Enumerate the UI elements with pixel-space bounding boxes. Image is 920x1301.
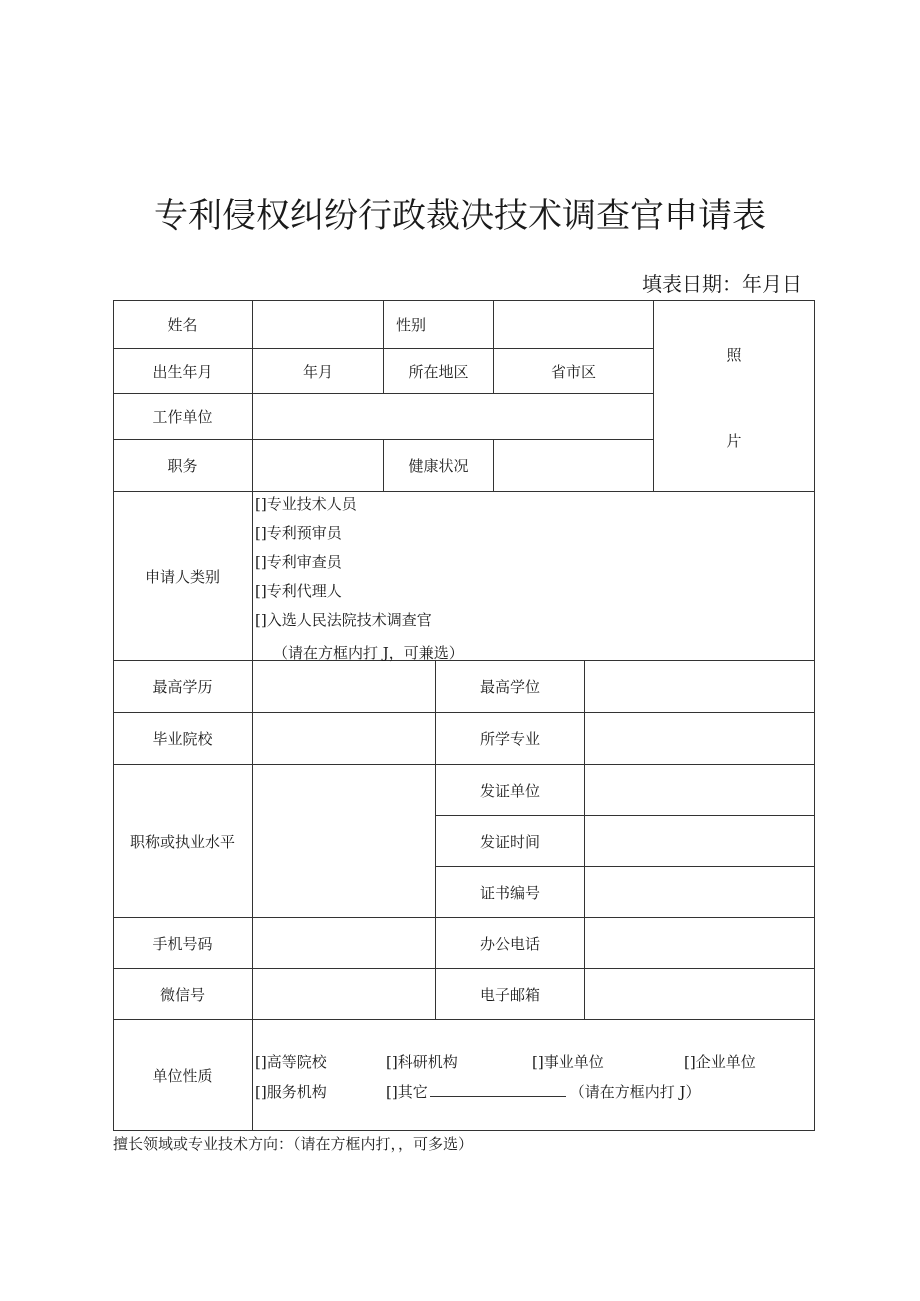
fill-date: 填表日期：年月日 (642, 272, 802, 296)
wechat-label: 微信号 (159, 985, 205, 1004)
major-label: 所学专业 (479, 730, 540, 748)
applicant-type-note: （请在方框内打 J，可兼选） (273, 644, 464, 662)
name-field[interactable] (253, 300, 383, 348)
highest-degree-label: 最高学位 (479, 678, 540, 696)
gender-field[interactable] (494, 300, 653, 348)
email-field[interactable] (585, 969, 814, 1019)
graduated-school-field[interactable] (253, 713, 435, 764)
health-field[interactable] (494, 440, 653, 491)
position-field[interactable] (253, 440, 383, 491)
option-public-institution[interactable]: []事业单位 (532, 1053, 604, 1071)
issue-time-field[interactable] (585, 816, 814, 866)
highest-education-label: 最高学历 (152, 678, 213, 696)
office-phone-label: 办公电话 (479, 934, 540, 953)
option-service-organization[interactable]: []服务机构 (255, 1083, 327, 1101)
major-field[interactable] (585, 713, 814, 764)
option-other-label: []其它 (386, 1083, 428, 1101)
other-blank-line[interactable] (430, 1082, 566, 1097)
wechat-field[interactable] (253, 969, 435, 1019)
health-label: 健康状况 (408, 457, 469, 475)
application-table (113, 300, 815, 1132)
employer-label: 工作单位 (152, 408, 213, 426)
issue-time-label: 发证时间 (479, 832, 540, 851)
mobile-label: 手机号码 (152, 934, 213, 953)
employer-field[interactable] (253, 394, 653, 439)
page-title: 专利侵权纠纷行政裁决技术调查官申请表 (154, 196, 766, 236)
unit-nature-note: （请在方框内打 J） (569, 1083, 701, 1101)
highest-education-field[interactable] (253, 661, 435, 712)
title-level-field[interactable] (253, 765, 435, 917)
region-label: 所在地区 (408, 362, 469, 381)
gender-label: 性别 (395, 315, 426, 334)
issuer-field[interactable] (585, 765, 814, 815)
birth-label: 出生年月 (152, 362, 213, 381)
region-field[interactable]: 省市区 (550, 362, 596, 381)
footer-note: 擅长领域或专业技术方向：（请在方框内打，，可多选） (113, 1135, 474, 1153)
applicant-type-label: 申请人类别 (144, 567, 220, 586)
option-professional-technician[interactable]: []专业技术人员 (255, 495, 357, 513)
issuer-label: 发证单位 (479, 781, 540, 800)
option-university[interactable]: []高等院校 (255, 1053, 327, 1071)
option-patent-agent[interactable]: []专利代理人 (255, 582, 342, 600)
option-court-technical-investigator[interactable]: []入选人民法院技术调查官 (255, 611, 432, 629)
name-label: 姓名 (167, 315, 198, 334)
birth-field[interactable]: 年月 (302, 362, 333, 381)
option-enterprise[interactable]: []企业单位 (684, 1053, 756, 1071)
option-other[interactable] (386, 1081, 701, 1102)
certificate-no-field[interactable] (585, 867, 814, 917)
photo-label-top: 照 (726, 345, 742, 364)
option-patent-examiner[interactable]: []专利审查员 (255, 553, 342, 571)
option-patent-pre-examiner[interactable]: []专利预审员 (255, 524, 342, 542)
office-phone-field[interactable] (585, 918, 814, 968)
certificate-no-label: 证书编号 (479, 883, 540, 902)
mobile-field[interactable] (253, 918, 435, 968)
highest-degree-field[interactable] (585, 661, 814, 712)
photo-label-bottom: 片 (726, 431, 742, 450)
graduated-school-label: 毕业院校 (152, 730, 213, 748)
title-level-label: 职称或执业水平 (129, 832, 235, 851)
email-label: 电子邮箱 (479, 985, 540, 1004)
unit-nature-label: 单位性质 (152, 1067, 213, 1085)
position-label: 职务 (167, 457, 198, 475)
option-research-institute[interactable]: []科研机构 (386, 1053, 458, 1071)
